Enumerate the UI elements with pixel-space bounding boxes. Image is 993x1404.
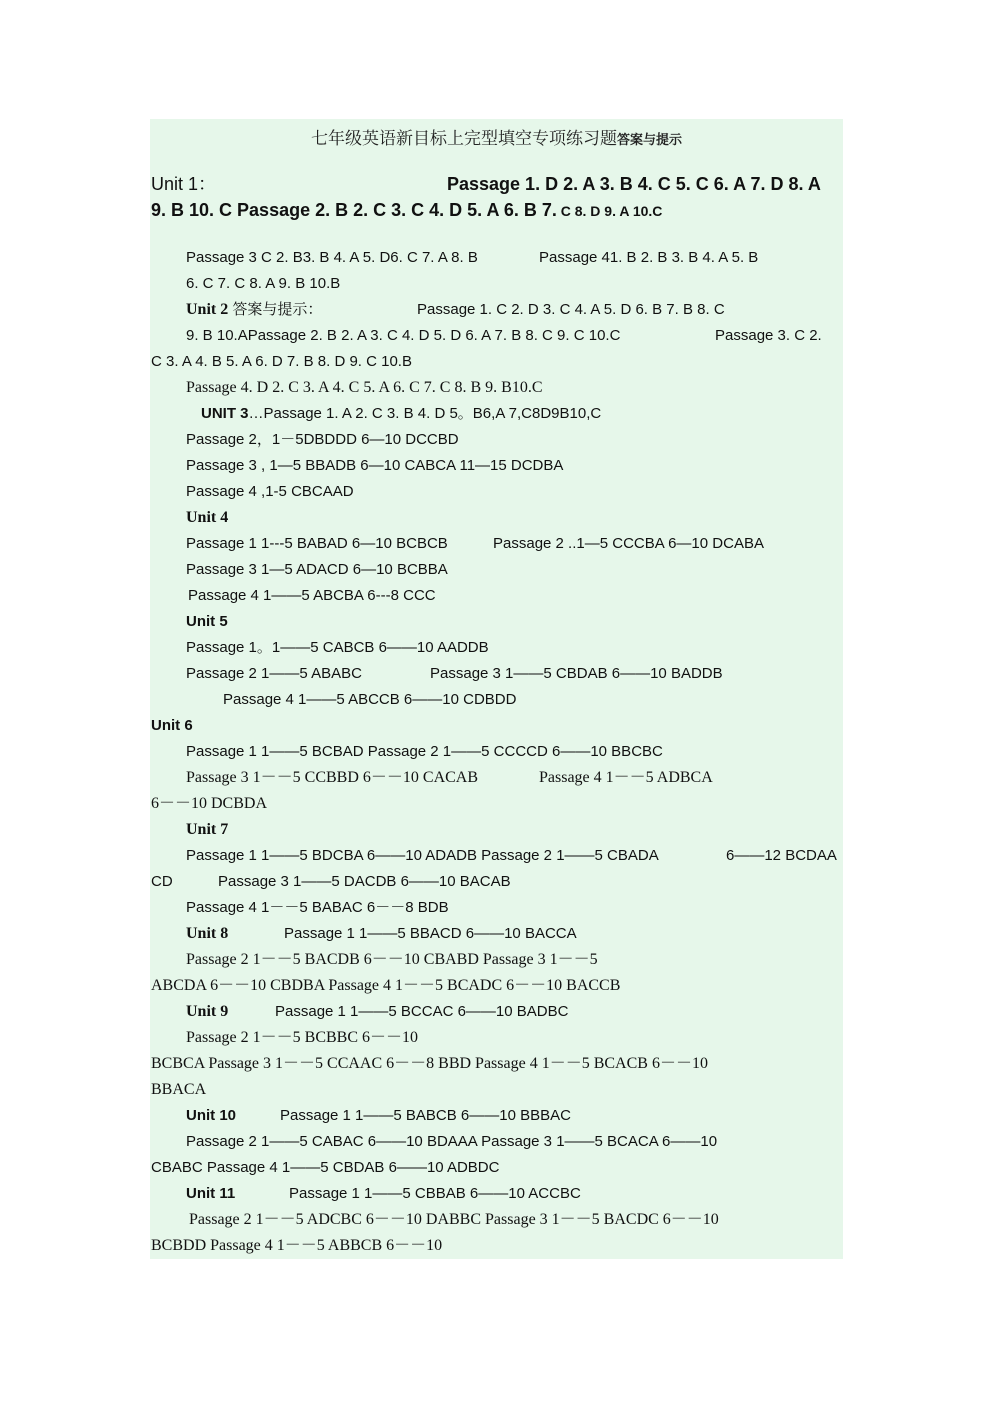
text-line: Passage 3 1——5 CBDAB 6——10 BADDB [430,665,723,682]
text-line: Passage 1 1---5 BABAD 6—10 BCBCB [186,535,448,552]
text-line: Passage 2 1－－5 BACDB 6－－10 CBABD Passage 3 1－－5 [186,951,598,968]
unit6-heading: Unit 6 [151,717,193,734]
text-line: Passage 2 ..1—5 CCCBA 6—10 DCABA [493,535,764,552]
text-line: Passage 2 1——5 CABAC 6——10 BDAAA Passage 3 1——5 BCACA 6——10 [186,1133,718,1150]
text-line: Passage 3 1——5 DACDB 6——10 BACAB [218,873,511,890]
text-line: ABCDA 6－－10 CBDBA Passage 4 1－－5 BCADC 6－－10 BACCB [151,977,621,994]
unit5-heading: Unit 5 [186,613,228,630]
text-line: Passage 1 1——5 BCBAD Passage 2 1——5 CCCCD 6——10 BBCBC [186,743,663,760]
text-line: 6. C 7. C 8. A 9. B 10.B [186,275,341,292]
unit1-line1: Passage 1. D 2. A 3. B 4. C 5. C 6. A 7. D 8. A [447,174,821,194]
unit8-heading: Unit 8 [186,925,229,942]
text-line: Passage 2，1－5DBDDD 6—10 DCCBD [186,431,459,448]
text-line: Passage 2 1－－5 BCBBC 6－－10 [186,1029,419,1046]
text-line: Passage 3. C 2. [715,327,822,344]
text-line: Passage 2 1－－5 ADCBC 6－－10 DABBC Passage 3 1－－5 BACDC 6－－10 [189,1211,719,1228]
text-line: Passage 4 1－－5 ADBCA [539,769,713,786]
unit3-heading: UNIT 3…Passage 1. A 2. C 3. B 4. D 5。B6,A 7,C8D9B10,C [201,405,602,422]
text-line: Passage 1。1——5 CABCB 6——10 AADDB [186,639,489,656]
text-line: Passage 3 , 1—5 BBADB 6—10 CABCA 11—15 DCDBA [186,457,564,474]
unit10-heading: Unit 10 [186,1107,237,1124]
text-line: Passage 4 1——5 ABCBA 6---8 CCC [188,587,436,604]
unit2-heading: Unit 2 答案与提示： [186,301,323,318]
text-line: BBACA [151,1081,207,1098]
text-line: 6——12 BCDAA [726,847,837,864]
text-line: Passage 4. D 2. C 3. A 4. C 5. A 6. C 7. C 8. B 9. B10.C [186,379,543,396]
unit9-heading: Unit 9 [186,1003,229,1020]
unit7-heading: Unit 7 [186,821,229,838]
text-line: Passage 1 1——5 CBBAB 6——10 ACCBC [289,1185,581,1202]
unit1-line2: 9. B 10. C Passage 2. B 2. C 3. C 4. D 5. A 6. B 7. C 8. D 9. A 10.C [151,200,663,220]
unit4-heading: Unit 4 [186,509,229,526]
title-suffix: 答案与提示 [616,133,682,148]
document-title [150,124,843,149]
title-main: 七年级英语新目标上完型填空专项练习题 [310,129,617,149]
text-line: Passage 1. C 2. D 3. C 4. A 5. D 6. B 7. B 8. C [417,301,725,318]
text-line: Passage 4 1——5 ABCCB 6——10 CDBDD [223,691,517,708]
text-line: 9. B 10.APassage 2. B 2. A 3. C 4. D 5. D 6. A 7. B 8. C 9. C 10.C [186,327,621,344]
text-line: Passage 2 1——5 ABABC [186,665,362,682]
text-line: Passage 3 1—5 ADACD 6—10 BCBBA [186,561,448,578]
unit11-heading: Unit 11 [186,1185,236,1202]
text-line: CBABC Passage 4 1——5 CBDAB 6——10 ADBDC [151,1159,500,1176]
text-line: C 3. A 4. B 5. A 6. D 7. B 8. D 9. C 10.B [151,353,412,370]
unit1-label: Unit 1： [151,174,217,194]
text-line: Passage 1 1——5 BCCAC 6——10 BADBC [275,1003,569,1020]
text-line: Passage 1 1——5 BBACD 6——10 BACCA [284,925,577,942]
text-line: Passage 41. B 2. B 3. B 4. A 5. B [539,249,759,266]
text-line: BCBCA Passage 3 1－－5 CCAAC 6－－8 BBD Passage 4 1－－5 BCACB 6－－10 [151,1055,708,1072]
text-line: BCBDD Passage 4 1－－5 ABBCB 6－－10 [151,1237,443,1254]
text-line: Passage 3 1－－5 CCBBD 6－－10 CACAB [186,769,479,786]
text-line: Passage 4 1－－5 BABAC 6－－8 BDB [186,899,449,916]
text-line: Passage 4 ,1-5 CBCAAD [186,483,354,500]
text-line: 6－－10 DCBDA [151,795,268,812]
text-line: Passage 1 1——5 BABCB 6——10 BBBAC [280,1107,571,1124]
text-line: Passage 3 C 2. B3. B 4. A 5. D6. C 7. A 8. B [186,249,478,266]
text-line: Passage 1 1——5 BDCBA 6——10 ADADB Passage 2 1——5 CBADA [186,847,659,864]
text-line: CD [151,873,173,890]
